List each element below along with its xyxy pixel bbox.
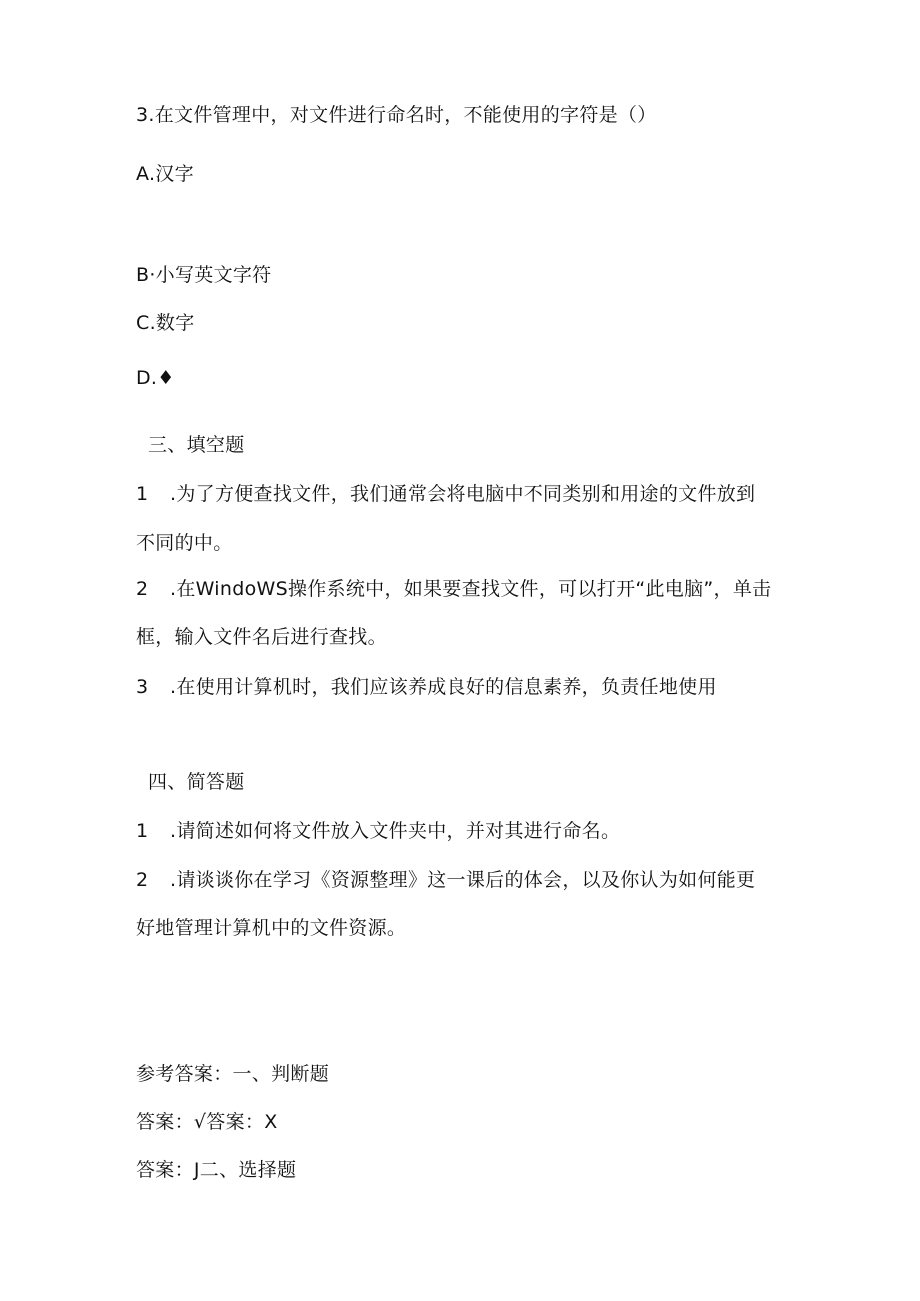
item-text: .在使用计算机时，我们应该养成良好的信息素养，负责任地使用 <box>170 676 717 698</box>
item-number: 3 <box>136 676 149 698</box>
item-text: .请谈谈你在学习《资源整理》这一课后的体会，以及你认为如何能更 <box>170 869 756 891</box>
fill-blank-item-1 <box>136 481 755 507</box>
item-text: .在WindoWS操作系统中，如果要查找文件，可以打开“此电脑”，单击 <box>170 578 772 600</box>
answers-line-3: 答案：J二、选择题 <box>136 1159 297 1181</box>
short-answer-item-1 <box>136 818 620 844</box>
item-text: .请简述如何将文件放入文件夹中，并对其进行命名。 <box>170 820 621 842</box>
short-answer-heading: 四、简答题 <box>148 771 245 793</box>
item-number: 1 <box>136 820 149 842</box>
answers-line-2: 答案：√答案：X <box>136 1111 278 1133</box>
question-3-stem: 3.在文件管理中，对文件进行命名时，不能使用的字符是（） <box>136 104 657 126</box>
fill-blank-heading: 三、填空题 <box>148 434 245 456</box>
question-3-option-d: D.♦ <box>136 367 175 389</box>
fill-blank-item-2-continued: 框，输入文件名后进行查找。 <box>136 626 387 648</box>
item-number: 2 <box>136 578 149 600</box>
short-answer-item-2-continued: 好地管理计算机中的文件资源。 <box>136 917 407 939</box>
short-answer-item-2 <box>136 867 755 893</box>
fill-blank-item-3 <box>136 674 717 700</box>
item-text: .为了方便查找文件，我们通常会将电脑中不同类别和用途的文件放到 <box>170 483 756 505</box>
fill-blank-item-2 <box>136 576 771 602</box>
question-3-option-a: A.汉字 <box>136 163 194 185</box>
question-3-option-c: C.数字 <box>136 312 195 334</box>
fill-blank-item-1-continued: 不同的中。 <box>136 532 233 554</box>
answers-heading: 参考答案：一、判断题 <box>136 1063 330 1085</box>
question-3-option-b: B·小写英文字符 <box>136 264 272 286</box>
item-number: 2 <box>136 869 149 891</box>
item-number: 1 <box>136 483 149 505</box>
